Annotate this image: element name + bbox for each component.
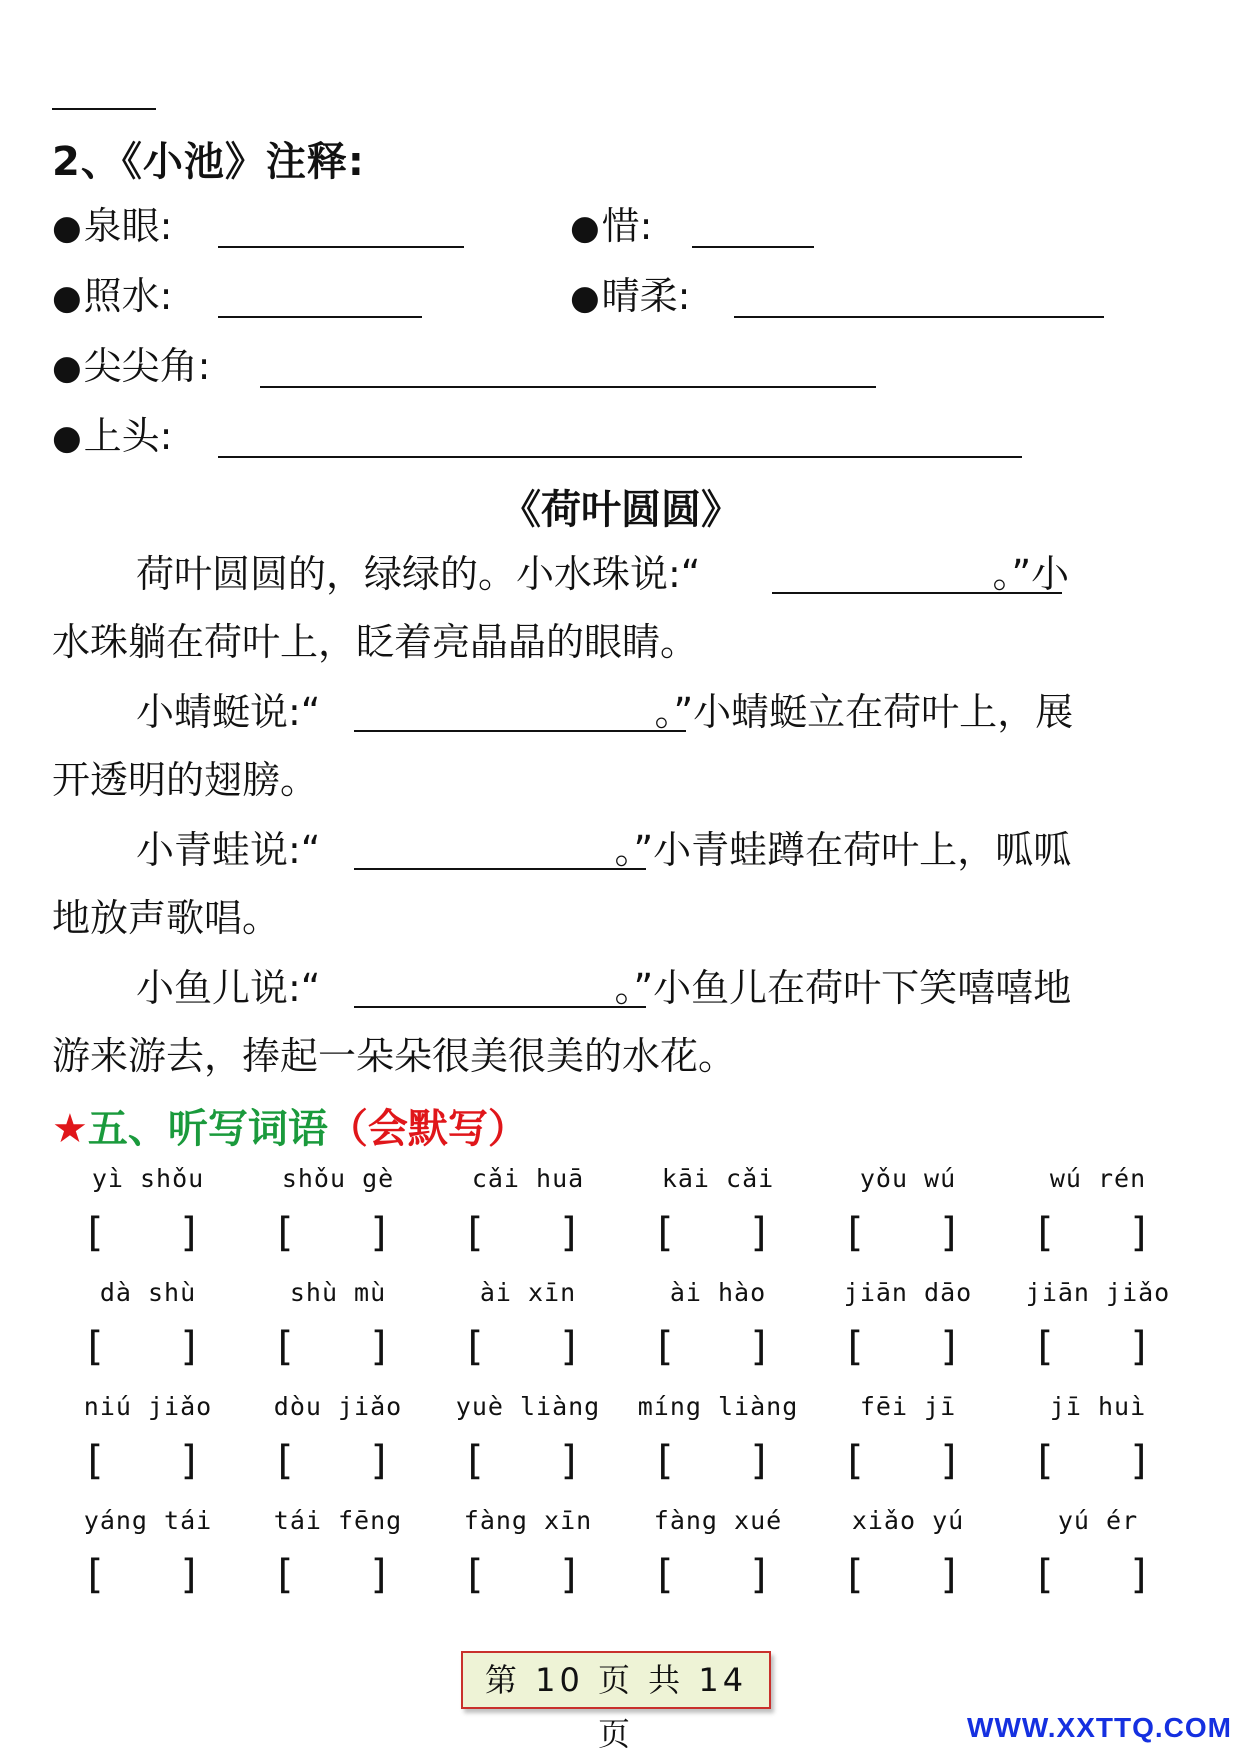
pinyin-label: jiān jiǎo [1025,1278,1171,1307]
note-item-quanyan [52,202,172,252]
page-number-badge: 第 10 页 共 14 页 [461,1651,771,1709]
left-bracket: [ [272,1552,297,1598]
right-bracket: ] [1127,1210,1152,1256]
left-bracket: [ [652,1210,677,1256]
left-bracket: [ [842,1324,867,1370]
pinyin-label: jī huì [1049,1392,1147,1421]
star-icon: ★ [52,1106,88,1152]
right-bracket: ] [557,1324,582,1370]
poem-text: 。”小 [992,552,1070,596]
answer-bracket-box[interactable] [652,1440,772,1482]
answer-bracket-box[interactable] [652,1554,772,1596]
poem-text: 游来游去，捧起一朵朵很美很美的水花。 [52,1034,737,1078]
left-bracket: [ [1032,1552,1057,1598]
answer-bracket-box[interactable] [652,1326,772,1368]
bullet-icon: ● [52,208,82,248]
left-bracket: [ [82,1210,107,1256]
pinyin-label: míng liàng [637,1392,799,1421]
left-bracket: [ [462,1438,487,1484]
bullet-icon: ● [52,348,82,388]
pinyin-label: yǒu wú [859,1164,957,1193]
answer-bracket-box[interactable] [272,1326,392,1368]
poem-text: 。”小青蛙蹲在荷叶上，呱呱 [614,828,1072,872]
right-bracket: ] [177,1438,202,1484]
answer-line-xi[interactable] [692,246,814,248]
answer-line-zhaoshui[interactable] [218,316,422,318]
pinyin-label: tái fēng [273,1506,403,1535]
answer-bracket-box[interactable] [842,1554,962,1596]
pinyin-label: shǒu gè [281,1164,395,1193]
poem-blank-3[interactable] [354,868,646,870]
answer-bracket-box[interactable] [272,1440,392,1482]
answer-bracket-box[interactable] [1032,1440,1152,1482]
bullet-icon: ● [52,278,82,318]
poem-line-7 [136,964,1071,1012]
poem-blank-1[interactable] [772,592,1062,594]
right-bracket: ] [1127,1438,1152,1484]
pinyin-label: shù mù [289,1278,387,1307]
note-item-qingrou [570,272,690,322]
pinyin-label: dà shù [99,1278,197,1307]
answer-bracket-box[interactable] [82,1554,202,1596]
right-bracket: ] [367,1324,392,1370]
poem-line-4 [52,756,318,804]
note-item-zhaoshui [52,272,172,322]
poem-line-5 [136,826,1071,874]
answer-bracket-box[interactable] [1032,1326,1152,1368]
answer-bracket-box[interactable] [462,1326,582,1368]
poem-line-8 [52,1032,736,1080]
answer-bracket-box[interactable] [842,1440,962,1482]
poem-text: 地放声歌唱。 [52,896,281,940]
left-bracket: [ [272,1210,297,1256]
pinyin-label: wú rén [1049,1164,1147,1193]
note-item-jianjianjiao [52,342,210,392]
bullet-icon: ● [570,208,600,248]
poem-text: 。”小鱼儿在荷叶下笑嘻嘻地 [614,966,1072,1010]
note-item-shangtou [52,412,172,462]
note-label: 晴柔: [601,274,691,318]
poem-title: 《荷叶圆圆》 [501,487,741,533]
bullet-icon: ● [52,418,82,458]
right-bracket: ] [367,1438,392,1484]
right-bracket: ] [1127,1324,1152,1370]
right-bracket: ] [747,1438,772,1484]
left-bracket: [ [842,1438,867,1484]
top-answer-line [52,108,156,110]
note-label: 惜: [601,204,653,248]
section-2-title: 2、《小池》注释: [52,139,365,185]
poem-text: 小鱼儿说:“ [136,966,321,1010]
left-bracket: [ [652,1324,677,1370]
right-bracket: ] [557,1552,582,1598]
right-bracket: ] [747,1552,772,1598]
answer-bracket-box[interactable] [272,1554,392,1596]
right-bracket: ] [1127,1552,1152,1598]
poem-text: 。”小蜻蜓立在荷叶上，展 [654,690,1074,734]
section-5-note: （会默写） [327,1106,528,1152]
note-label: 尖尖角: [83,344,211,388]
left-bracket: [ [652,1552,677,1598]
pinyin-label: yáng tái [83,1506,213,1535]
pinyin-label: fēi jī [859,1392,957,1421]
pinyin-label: yú ér [1057,1506,1139,1535]
pinyin-label: kāi cǎi [661,1164,775,1193]
left-bracket: [ [462,1324,487,1370]
right-bracket: ] [747,1210,772,1256]
poem-text: 小青蛙说:“ [136,828,321,872]
left-bracket: [ [462,1552,487,1598]
right-bracket: ] [177,1552,202,1598]
right-bracket: ] [557,1210,582,1256]
right-bracket: ] [367,1552,392,1598]
poem-line-1 [136,550,1069,598]
answer-bracket-box[interactable] [462,1212,582,1254]
pinyin-label: xiǎo yú [851,1506,965,1535]
answer-bracket-box[interactable] [1032,1554,1152,1596]
pinyin-label: fàng xīn [463,1506,593,1535]
left-bracket: [ [1032,1324,1057,1370]
answer-bracket-box[interactable] [842,1326,962,1368]
poem-text: 小蜻蜓说:“ [136,690,321,734]
left-bracket: [ [842,1552,867,1598]
answer-bracket-box[interactable] [272,1212,392,1254]
answer-bracket-box[interactable] [462,1554,582,1596]
pinyin-label: dòu jiǎo [273,1392,403,1421]
note-label: 上头: [83,414,173,458]
left-bracket: [ [272,1324,297,1370]
poem-blank-4[interactable] [354,1006,646,1008]
left-bracket: [ [1032,1438,1057,1484]
answer-line-quanyan[interactable] [218,246,464,248]
left-bracket: [ [82,1438,107,1484]
answer-bracket-box[interactable] [82,1212,202,1254]
right-bracket: ] [557,1438,582,1484]
pinyin-label: fàng xué [653,1506,783,1535]
answer-line-shangtou[interactable] [218,456,1022,458]
right-bracket: ] [937,1324,962,1370]
left-bracket: [ [1032,1210,1057,1256]
left-bracket: [ [82,1324,107,1370]
pinyin-label: ài hào [669,1278,767,1307]
pinyin-label: niú jiǎo [83,1392,213,1421]
note-label: 泉眼: [83,204,173,248]
pinyin-label: yuè liàng [455,1392,601,1421]
right-bracket: ] [367,1210,392,1256]
answer-bracket-box[interactable] [652,1212,772,1254]
poem-text: 荷叶圆圆的，绿绿的。小水珠说:“ [136,552,701,596]
answer-bracket-box[interactable] [842,1212,962,1254]
pinyin-label: yì shǒu [91,1164,205,1193]
right-bracket: ] [177,1210,202,1256]
right-bracket: ] [747,1324,772,1370]
answer-bracket-box[interactable] [82,1326,202,1368]
answer-line-qingrou[interactable] [734,316,1104,318]
left-bracket: [ [462,1210,487,1256]
poem-text: 水珠躺在荷叶上，眨着亮晶晶的眼睛。 [52,620,699,664]
poem-blank-2[interactable] [354,730,686,732]
right-bracket: ] [177,1324,202,1370]
note-label: 照水: [83,274,173,318]
left-bracket: [ [82,1552,107,1598]
pinyin-label: ài xīn [479,1278,577,1307]
section-5-title [52,1097,528,1154]
answer-line-jianjianjiao[interactable] [260,386,876,388]
right-bracket: ] [937,1438,962,1484]
poem-text: 开透明的翅膀。 [52,758,319,802]
watermark: WWW.XXTTQ.COM [967,1712,1232,1743]
poem-line-3 [136,688,1073,736]
section-5-heading: 五、听写词语 [87,1106,328,1152]
poem-line-6 [52,894,280,942]
left-bracket: [ [652,1438,677,1484]
pinyin-label: cǎi huā [471,1164,585,1193]
answer-bracket-box[interactable] [1032,1212,1152,1254]
poem-line-2 [52,618,698,666]
pinyin-label: jiān dāo [843,1278,973,1307]
right-bracket: ] [937,1552,962,1598]
right-bracket: ] [937,1210,962,1256]
answer-bracket-box[interactable] [82,1440,202,1482]
bullet-icon: ● [570,278,600,318]
note-item-xi [570,202,652,252]
left-bracket: [ [842,1210,867,1256]
answer-bracket-box[interactable] [462,1440,582,1482]
left-bracket: [ [272,1438,297,1484]
